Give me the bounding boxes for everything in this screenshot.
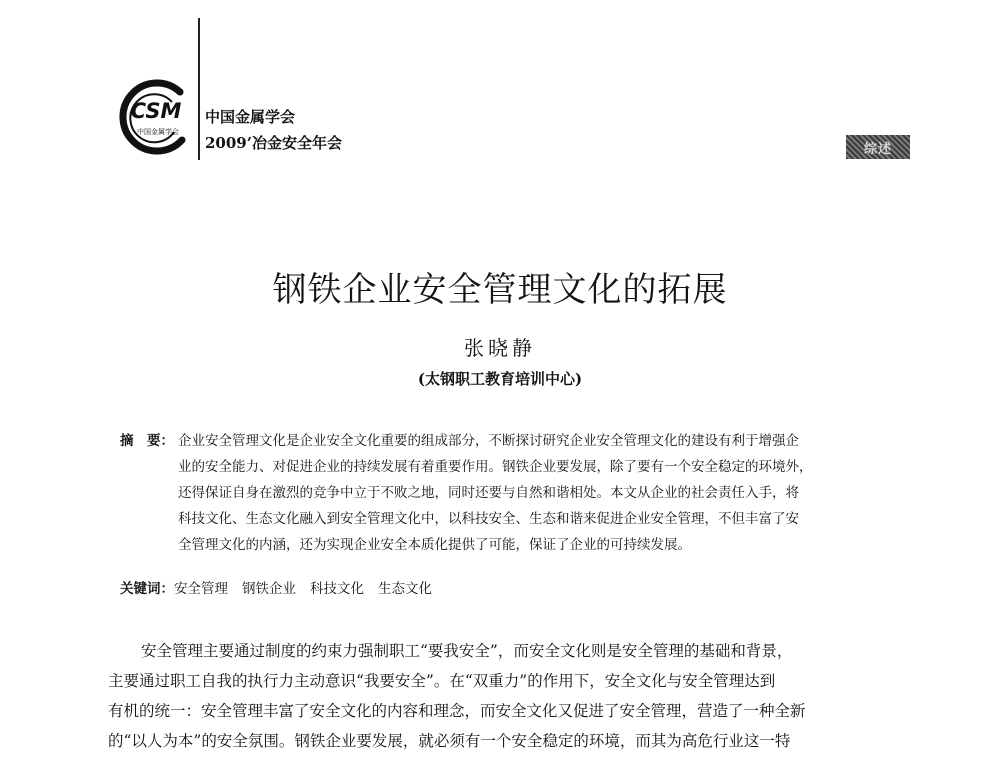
- org-name: 中国金属学会: [205, 108, 296, 126]
- body-line: 主要通过职工自我的执行力主动意识“我要安全”。在“双重力”的作用下，安全文化与安全管理达到: [108, 672, 776, 690]
- abstract-body: [178, 428, 898, 558]
- abstract-line: 业的安全能力、对促进企业的持续发展有着重要作用。钢铁企业要发展，除了要有一个安全稳定的环境外，: [178, 459, 813, 475]
- keyword-item: 科技文化: [310, 581, 364, 597]
- header-divider: [198, 18, 200, 160]
- svg-text:中国金属学会: 中国金属学会: [137, 128, 179, 136]
- keyword-item: 钢铁企业: [242, 581, 296, 597]
- conference-logo: [118, 78, 196, 156]
- conference-header: [205, 104, 342, 156]
- author-affiliation: (太钢职工教育培训中心): [417, 370, 583, 388]
- abstract-line: 科技文化、生态文化融入到安全管理文化中，以科技安全、生态和谐来促进企业安全管理，不但丰富了安: [178, 511, 799, 527]
- section-badge: 综述: [846, 135, 910, 159]
- paper-author: 张晓静: [464, 336, 536, 360]
- abstract-line: 全管理文化的内涵，还为实现企业安全本质化提供了可能，保证了企业的可持续发展。: [178, 537, 691, 553]
- keywords: [120, 578, 446, 600]
- abstract-label: 摘 要：: [120, 433, 174, 449]
- conference-name: 2009’冶金安全年会: [205, 134, 342, 152]
- paper-title: 钢铁企业安全管理文化的拓展: [272, 270, 728, 310]
- body-line: 有机的统一：安全管理丰富了安全文化的内容和理念，而安全文化又促进了安全管理，营造了一种全新: [108, 702, 806, 720]
- csm-logo-icon: [118, 78, 196, 156]
- svg-text:CSM: CSM: [130, 99, 182, 123]
- keyword-item: 生态文化: [378, 581, 432, 597]
- abstract-line: 企业安全管理文化是企业安全文化重要的组成部分，不断探讨研究企业安全管理文化的建设有利于增强企: [178, 433, 799, 449]
- keyword-item: 安全管理: [174, 581, 228, 597]
- body-line: 安全管理主要通过制度的约束力强制职工“要我安全”，而安全文化则是安全管理的基础和背景，: [141, 642, 793, 660]
- keywords-label: 关键词：: [120, 581, 174, 597]
- body-line: 的“以人为本”的安全氛围。钢铁企业要发展，就必须有一个安全稳定的环境，而其为高危行业这一特: [108, 732, 791, 750]
- abstract-line: 还得保证自身在激烈的竞争中立于不败之地，同时还要与自然和谐相处。本文从企业的社会责任入手，将: [178, 485, 799, 501]
- body-paragraph: [108, 636, 928, 756]
